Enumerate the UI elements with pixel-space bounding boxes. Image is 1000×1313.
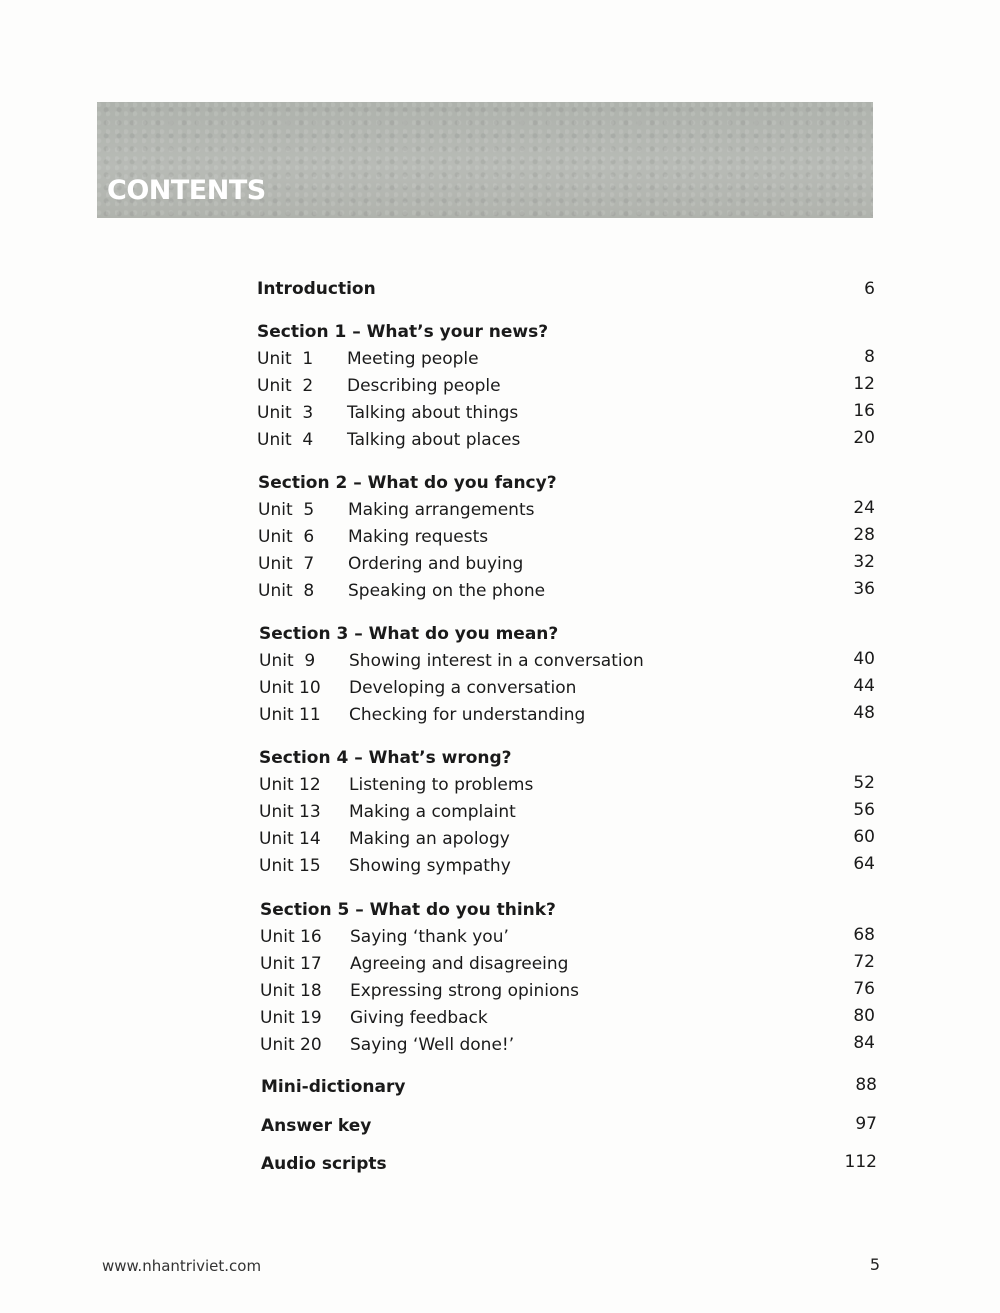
- toc-row-unit[interactable]: [259, 676, 875, 700]
- page-number: 12: [853, 374, 875, 394]
- unit-number: Unit 17: [260, 954, 322, 974]
- page-number: 112: [844, 1152, 877, 1172]
- unit-number: Unit 5: [258, 500, 315, 520]
- unit-title: Saying ‘thank you’: [350, 927, 509, 947]
- section-heading: [257, 320, 875, 344]
- section-heading-label: Section 1 – What’s your news?: [257, 322, 549, 342]
- section-heading-label: Section 5 – What do you think?: [260, 900, 556, 920]
- unit-title: Talking about things: [347, 403, 519, 423]
- unit-title: Showing interest in a conversation: [349, 651, 644, 671]
- unit-title: Speaking on the phone: [348, 581, 546, 601]
- unit-title: Developing a conversation: [349, 678, 577, 698]
- section-heading: [259, 746, 875, 770]
- unit-number: Unit 14: [259, 829, 321, 849]
- page-number: 40: [853, 649, 875, 669]
- toc-row-unit[interactable]: [259, 800, 875, 824]
- unit-number: Unit 20: [260, 1035, 322, 1055]
- page-number: 60: [853, 827, 875, 847]
- unit-title: Giving feedback: [350, 1008, 488, 1028]
- unit-title: Making requests: [348, 527, 489, 547]
- page-number: 8: [864, 347, 875, 367]
- page-number: 24: [853, 498, 875, 518]
- page-number: 97: [855, 1114, 877, 1134]
- section-heading: [258, 471, 875, 495]
- unit-number: Unit 13: [259, 802, 321, 822]
- page-number: 6: [864, 279, 875, 299]
- unit-number: Unit 1: [257, 349, 314, 369]
- page-number: 16: [853, 401, 875, 421]
- page-title: CONTENTS: [107, 175, 266, 206]
- page-number: 76: [853, 979, 875, 999]
- introduction-label: Introduction: [257, 279, 376, 299]
- unit-title: Saying ‘Well done!’: [350, 1035, 515, 1055]
- unit-number: Unit 2: [257, 376, 314, 396]
- unit-number: Unit 15: [259, 856, 321, 876]
- toc-row-unit[interactable]: [258, 579, 875, 603]
- section-heading-label: Section 3 – What do you mean?: [259, 624, 559, 644]
- toc-row-unit[interactable]: [258, 552, 875, 576]
- unit-number: Unit 16: [260, 927, 322, 947]
- toc-row-unit[interactable]: [260, 1006, 875, 1030]
- unit-number: Unit 7: [258, 554, 315, 574]
- toc-row-unit[interactable]: [260, 979, 875, 1003]
- unit-number: Unit 19: [260, 1008, 322, 1028]
- toc-row-introduction[interactable]: [257, 277, 875, 301]
- unit-number: Unit 10: [259, 678, 321, 698]
- unit-title: Meeting people: [347, 349, 479, 369]
- toc-row-unit[interactable]: [259, 703, 875, 727]
- toc-row-unit[interactable]: [257, 401, 875, 425]
- toc-row-mini-dictionary[interactable]: [261, 1075, 875, 1099]
- unit-title: Making an apology: [349, 829, 510, 849]
- page-number: 56: [853, 800, 875, 820]
- page-number: 68: [853, 925, 875, 945]
- unit-title: Showing sympathy: [349, 856, 511, 876]
- toc-row-unit[interactable]: [260, 1033, 875, 1057]
- section-heading: [260, 898, 875, 922]
- unit-number: Unit 11: [259, 705, 321, 725]
- unit-number: Unit 8: [258, 581, 315, 601]
- toc-row-unit[interactable]: [259, 854, 875, 878]
- footer-page-number: 5: [869, 1255, 880, 1274]
- unit-number: Unit 18: [260, 981, 322, 1001]
- toc-row-audio-scripts[interactable]: [261, 1152, 875, 1176]
- section-heading: [259, 622, 875, 646]
- page-number: 72: [853, 952, 875, 972]
- page-number: 88: [855, 1075, 877, 1095]
- toc-row-unit[interactable]: [258, 525, 875, 549]
- toc-row-unit[interactable]: [260, 925, 875, 949]
- page-number: 44: [853, 676, 875, 696]
- page-number: 36: [853, 579, 875, 599]
- footer-website: www.nhantriviet.com: [102, 1257, 262, 1275]
- page-number: 28: [853, 525, 875, 545]
- toc-row-answer-key[interactable]: [261, 1114, 875, 1138]
- unit-title: Making arrangements: [348, 500, 535, 520]
- page-number: 52: [853, 773, 875, 793]
- unit-number: Unit 9: [259, 651, 316, 671]
- toc-row-unit[interactable]: [259, 649, 875, 673]
- unit-title: Talking about places: [347, 430, 521, 450]
- unit-title: Ordering and buying: [348, 554, 524, 574]
- toc-row-unit[interactable]: [257, 374, 875, 398]
- page-number: 64: [853, 854, 875, 874]
- unit-number: Unit 4: [257, 430, 314, 450]
- back-matter-label: Answer key: [261, 1116, 372, 1136]
- unit-title: Describing people: [347, 376, 501, 396]
- unit-title: Listening to problems: [349, 775, 534, 795]
- unit-number: Unit 6: [258, 527, 315, 547]
- unit-number: Unit 12: [259, 775, 321, 795]
- unit-title: Making a complaint: [349, 802, 516, 822]
- page-number: 32: [853, 552, 875, 572]
- toc-row-unit[interactable]: [257, 347, 875, 371]
- unit-title: Expressing strong opinions: [350, 981, 580, 1001]
- back-matter-label: Mini-dictionary: [261, 1077, 406, 1097]
- unit-title: Agreeing and disagreeing: [350, 954, 569, 974]
- page-number: 80: [853, 1006, 875, 1026]
- page-number: 48: [853, 703, 875, 723]
- section-heading-label: Section 2 – What do you fancy?: [258, 473, 557, 493]
- toc-row-unit[interactable]: [258, 498, 875, 522]
- unit-title: Checking for understanding: [349, 705, 586, 725]
- page-number: 20: [853, 428, 875, 448]
- page-number: 84: [853, 1033, 875, 1053]
- toc-row-unit[interactable]: [260, 952, 875, 976]
- unit-number: Unit 3: [257, 403, 314, 423]
- toc-row-unit[interactable]: [259, 827, 875, 851]
- toc-row-unit[interactable]: [257, 428, 875, 452]
- back-matter-label: Audio scripts: [261, 1154, 387, 1174]
- toc-row-unit[interactable]: [259, 773, 875, 797]
- section-heading-label: Section 4 – What’s wrong?: [259, 748, 512, 768]
